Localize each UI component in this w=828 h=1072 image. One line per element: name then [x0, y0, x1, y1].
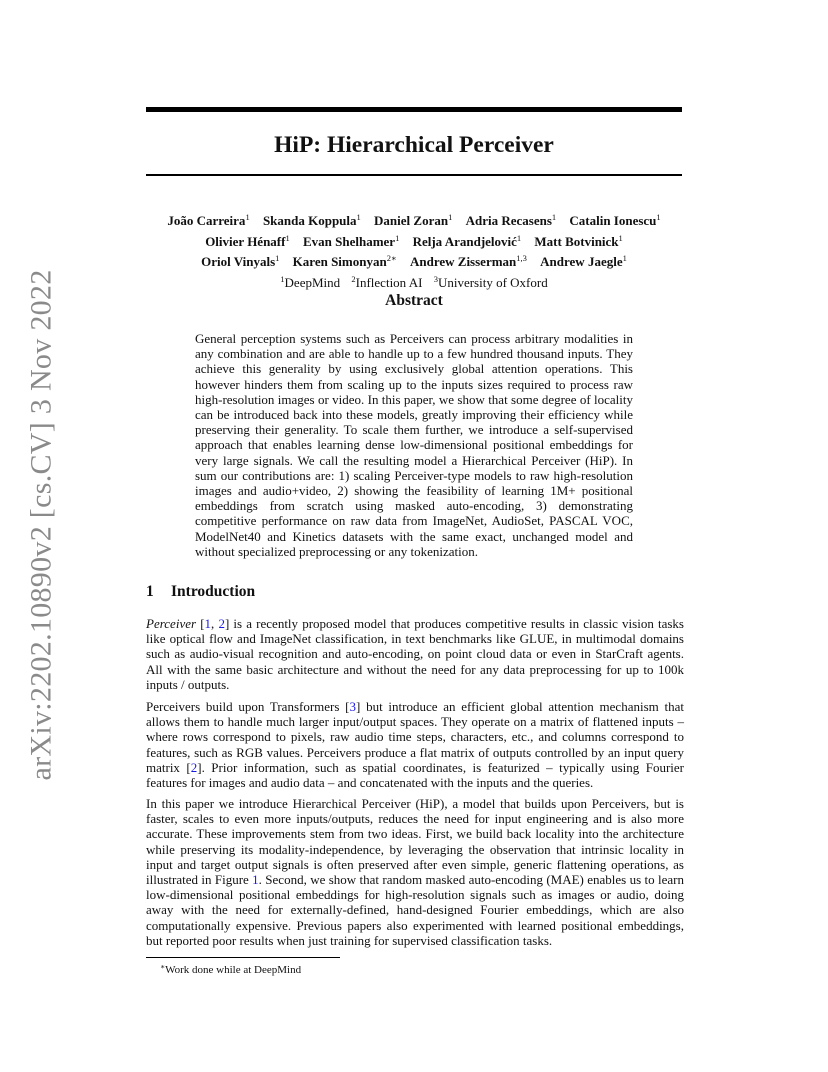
author: João Carreira$^1$	[167, 212, 250, 228]
abstract-heading: Abstract	[385, 292, 443, 309]
author: Karen Simonyan$^{2∗}$	[292, 253, 397, 269]
affiliation-line	[146, 271, 682, 292]
footnote-mark: ∗	[160, 962, 166, 971]
figure-reference-link[interactable]: 1	[252, 872, 259, 888]
author-line-3	[146, 250, 682, 271]
intro-paragraph-2: Perceivers build upon Transformers [3] but introduce an efficient global attention mechanism that allows them to handle much larger input/output spaces. They operate on a matrix of flattened inputs – where rows correspond to pixels, raw audio time steps, characters, etc., and columns correspond to features, such as RGB values. Perceivers produce a flat matrix of outputs controlled by an input query matrix [2]. Prior information, such as spatial coordinates, is featurized – typically using Fourier features for images and audio data – and concatenated with the inputs and the queries.	[146, 699, 685, 791]
author-block	[146, 209, 682, 291]
author-line-2	[146, 230, 682, 251]
citation-link[interactable]: 2	[218, 616, 225, 631]
intro-paragraph-1: Perceiver [1, 2] is a recently proposed model that produces competitive results in classic vision tasks like optical flow and ImageNet classification, in text benchmarks like GLUE, in multimodal domains such as audio-visual recognition and auto-encoding, on point cloud data or even in StarCraft agents. All with the same basic architecture and without the need for any data preprocessing for up to 100k inputs / outputs.	[146, 616, 684, 692]
author: Andrew Zisserman$^{1,3}$	[409, 253, 527, 269]
section-title: Introduction	[171, 583, 256, 600]
intro-paragraph-3: In this paper we introduce Hierarchical Perceiver (HiP), a model that builds upon Perceivers, but is faster, scales to even more inputs/outputs, reduces the need for input engineering and is also more accurate. These improvements stem from two ideas. First, we build back locality into the architecture while preserving its modality-independence, by leveraging the observation that intrinsic locality in input and target output signals is often preserved after even simple, generic flattening operations, as illustrated in Figure 1. Second, we show that random masked auto-encoding (MAE) enables us to learn low-dimensional positional embeddings for high-resolution signals such as images or audio, doing away with the need for externally-defined, hand-designed Fourier embeddings, which are also computationally expensive. Previous papers also experimented with learned positional embeddings, but reported poor results when just training for supervised classification tasks.	[146, 796, 684, 948]
perceiver-term: Perceiver	[146, 616, 197, 631]
author: Oriol Vinyals$^1$	[201, 253, 280, 269]
citation-link[interactable]: 1	[204, 616, 212, 631]
footnote-rule	[146, 957, 340, 958]
author: Evan Shelhamer$^1$	[302, 232, 400, 249]
author: Catalin Ionescu$^1$	[569, 212, 661, 228]
author: Matt Botvinick$^1$	[534, 232, 623, 249]
arxiv-identifier	[22, 269, 62, 781]
abstract-text: General perception systems such as Perceivers can process arbitrary modalities in any combination and are able to handle up to a few hundred thousand inputs. They achieve this generality by using exclusively global attention operations. This however hinders them from scaling up to the inputs sizes required to process raw high-resolution images or video. In this paper, we show that some degree of locality can be introduced back into these models, greatly improving their efficiency while preserving their generality. To scale them further, we introduce a self-supervised approach that enables learning dense low-dimensional positional embeddings for very large signals. We call the resulting model a Hierarchical Perceiver (HiP). In sum our contributions are: 1) scaling Perceiver-type models to raw high-resolution images and audio+video, 2) showing the feasibility of learning 1M+ positional embeddings from scratch using masked auto-encoding, 3) demonstrating competitive performance on raw data from ImageNet, AudioSet, PASCAL VOC, ModelNet40 and Kinetics datasets with the same exact, unchanged model and without specialized preprocessing or any tokenization.	[195, 331, 633, 559]
author: Skanda Koppula$^1$	[262, 212, 361, 228]
section-number: 1	[146, 583, 154, 600]
section-heading	[146, 582, 255, 602]
author-line-1	[146, 209, 682, 230]
arxiv-identifier-text: arXiv:2202.10890v2 [cs.CV] 3 Nov 2022	[25, 269, 58, 781]
title-rule-bottom	[146, 174, 682, 176]
affiliation: $^3$University of Oxford	[433, 273, 548, 290]
citation-link[interactable]: 2	[190, 759, 198, 775]
paper-title: HiP: Hierarchical Perceiver	[274, 132, 554, 158]
title-rule-top	[146, 107, 682, 112]
author: Relja Arandjelović$^1$	[412, 232, 522, 249]
affiliation: $^1$DeepMind	[280, 273, 341, 290]
author: Andrew Jaegle$^1$	[540, 253, 627, 269]
citation-link[interactable]: 3	[349, 699, 356, 714]
footnote	[160, 960, 301, 977]
author: Daniel Zoran$^1$	[374, 212, 453, 228]
footnote-text: Work done while at DeepMind	[165, 964, 302, 976]
author: Olivier Hénaff$^1$	[205, 232, 290, 249]
affiliation: $^2$Inflection AI	[351, 273, 423, 290]
author: Adria Recasens$^1$	[465, 212, 557, 228]
